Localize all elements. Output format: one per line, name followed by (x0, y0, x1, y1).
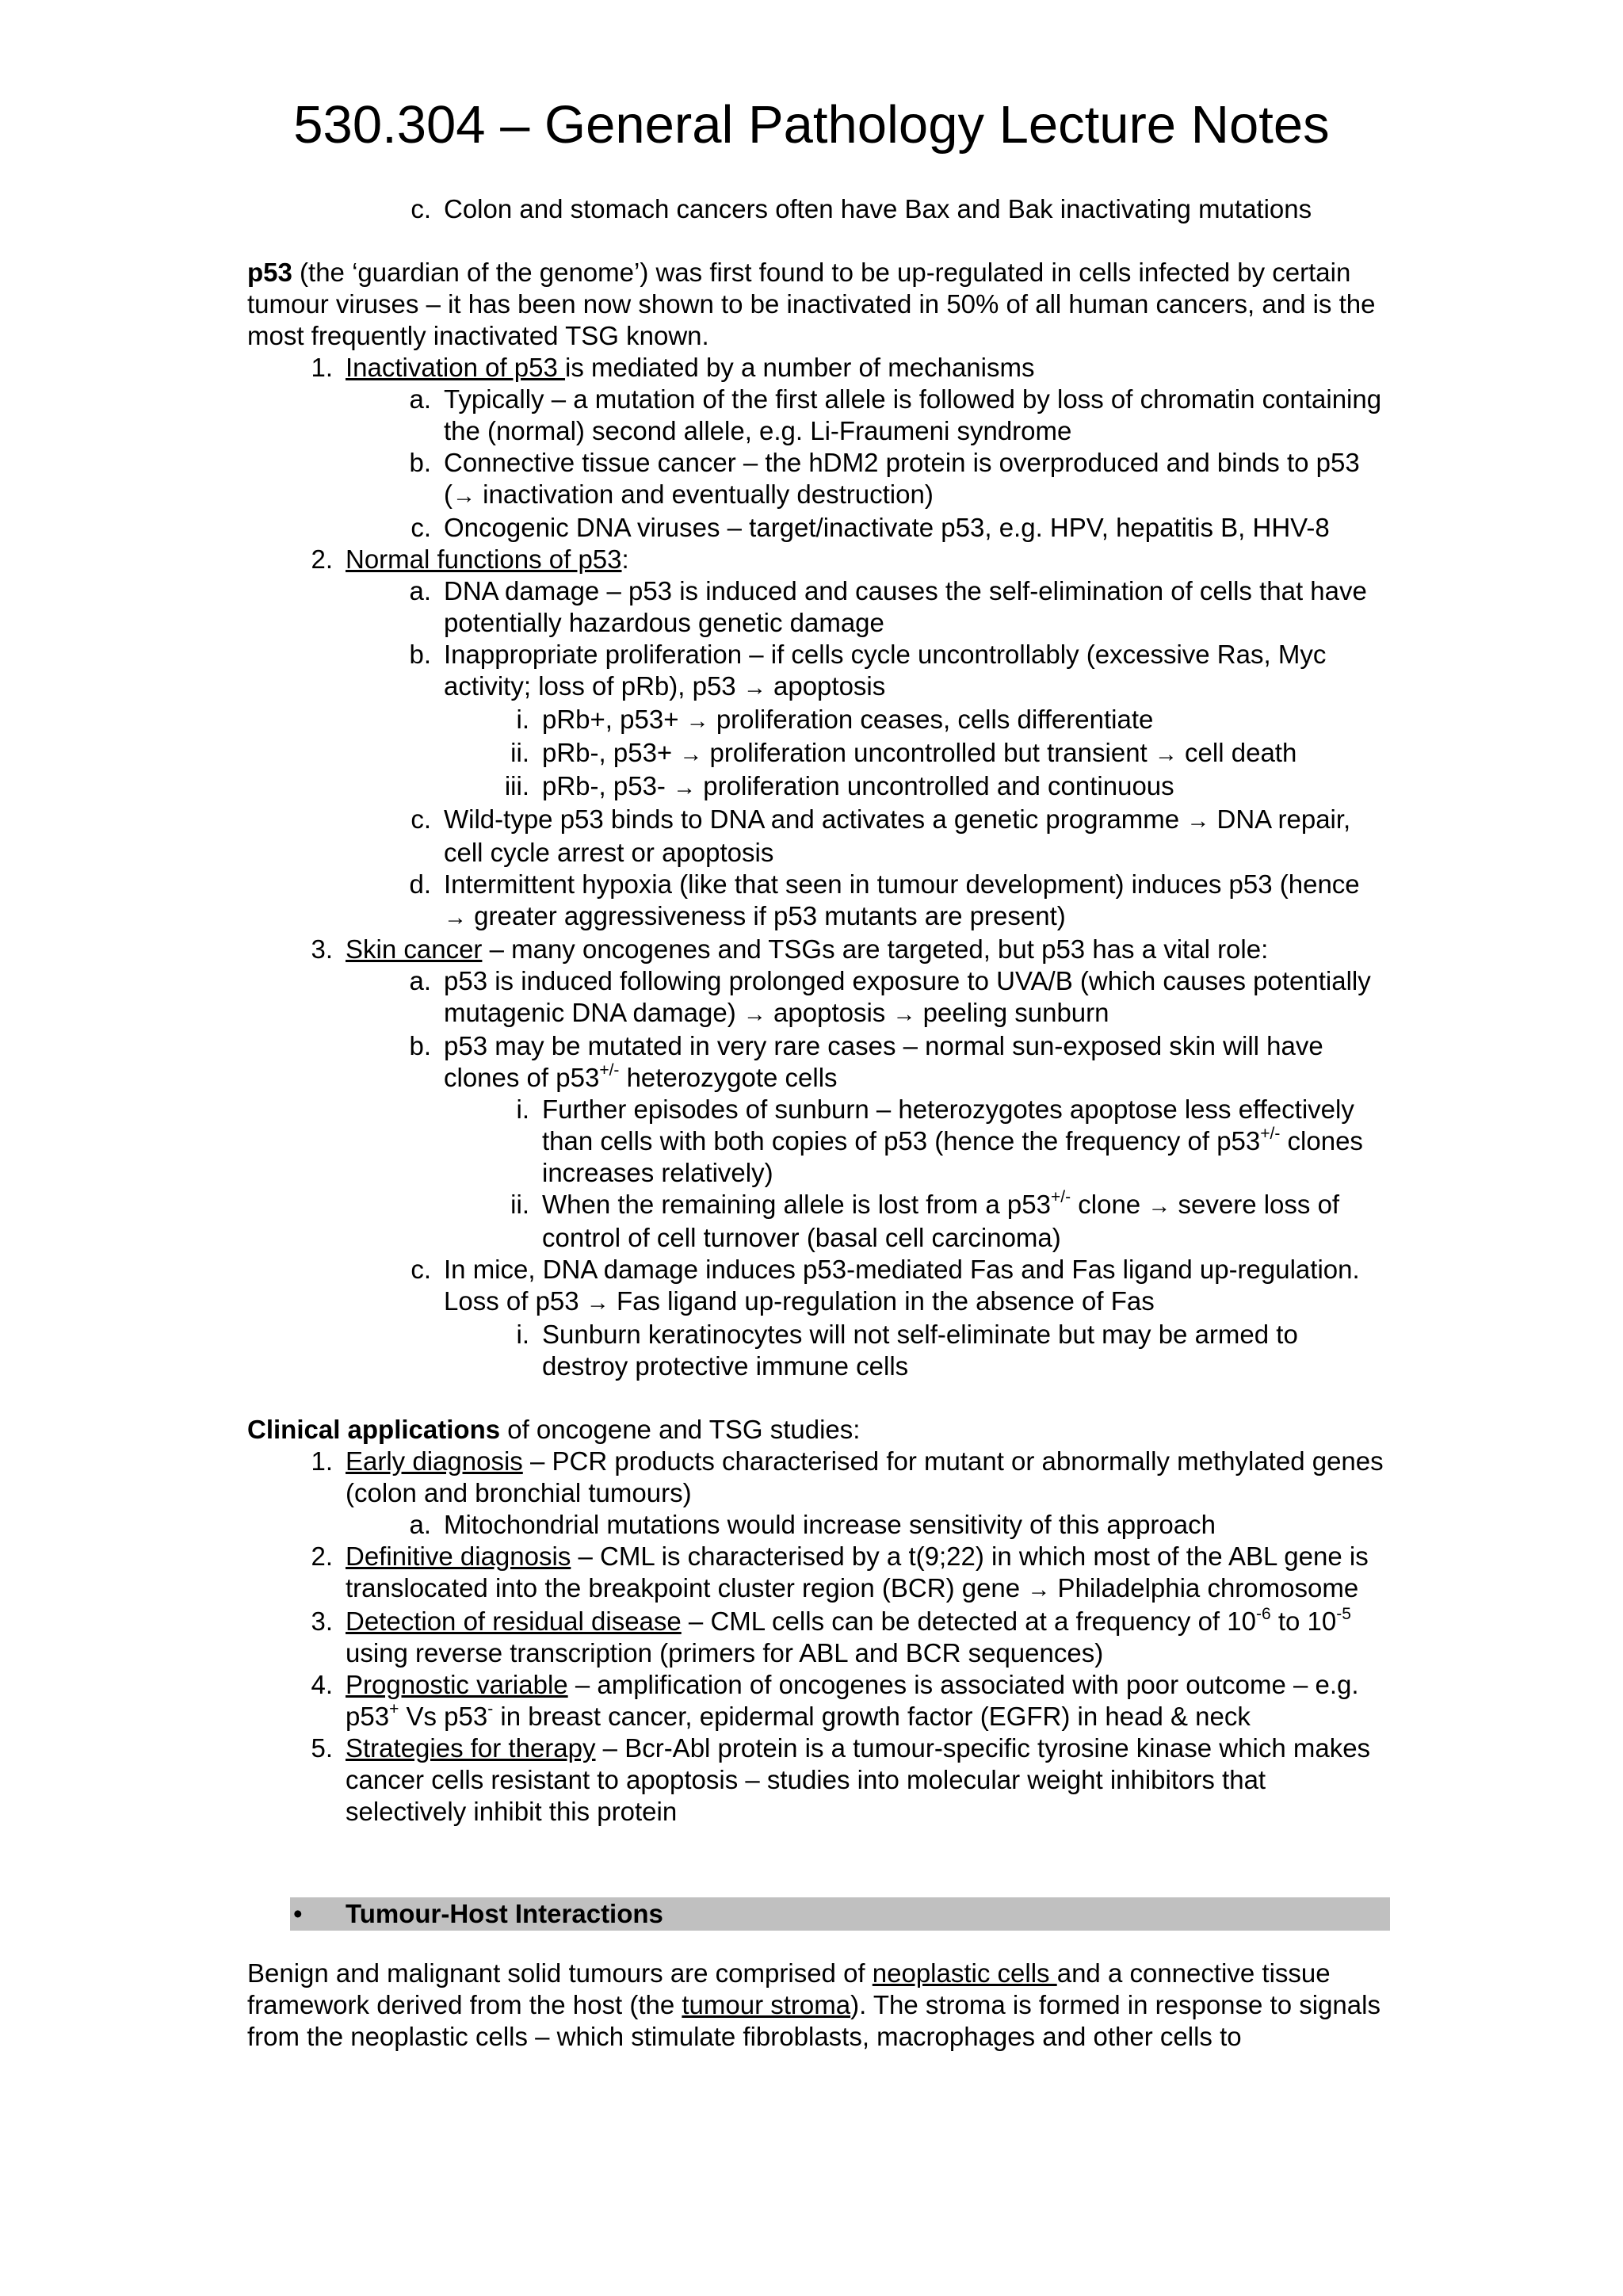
list-item-text: – CML cells can be detected at a frequency of 10 (681, 1606, 1256, 1636)
sub-item-text: Mitochondrial mutations would increase sensitivity of this approach (444, 1510, 1216, 1539)
list-marker: 5. (311, 1733, 333, 1763)
arrow-icon: → (679, 742, 703, 767)
list-marker: ii. (510, 738, 529, 767)
list-item-text: using reverse transcription (primers for ABL and BCR sequences) (346, 1638, 1104, 1668)
list-item-text: Vs p53 (399, 1702, 488, 1731)
underlined-term: neoplastic cells (872, 1958, 1057, 1988)
sub-sub-item (247, 1094, 1388, 1189)
bullet-icon: • (293, 1899, 303, 1928)
arrow-icon: → (743, 1002, 766, 1027)
sub-item-text: severe loss of control of cell turnover (basal cell carcinoma) (542, 1190, 1340, 1252)
list-marker: 2. (311, 544, 333, 574)
superscript: +/- (1260, 1125, 1281, 1143)
sub-sub-item (247, 737, 1388, 770)
arrow-icon: → (1148, 1194, 1171, 1219)
sub-item-text: p53 is induced following prolonged exposure to UVA/B (which causes potentially mutagenic DNA damage) (444, 966, 1371, 1027)
sub-sub-item (247, 1189, 1388, 1254)
paragraph-text: and a connective tissue framework derived from the host (the (247, 1958, 1331, 2019)
arrow-icon: → (673, 775, 697, 800)
superscript: + (389, 1700, 399, 1718)
sub-item (247, 1509, 1388, 1541)
list-heading: Normal functions of p53 (346, 544, 622, 574)
list-marker: 2. (311, 1541, 333, 1571)
sub-item-text: pRb-, p53+ (542, 738, 680, 767)
sub-sub-item (247, 1319, 1388, 1382)
arrow-icon: → (453, 483, 475, 509)
p53-intro-paragraph (247, 257, 1388, 352)
p53-term: p53 (247, 258, 292, 287)
list-heading: Skin cancer (346, 934, 483, 964)
list-item-text: – many oncogenes and TSGs are targeted, but p53 has a vital role: (482, 934, 1269, 964)
sub-item (247, 869, 1388, 934)
list-marker: c. (411, 804, 431, 834)
list-heading: Inactivation of p53 (346, 353, 566, 382)
list-item-text: – PCR products characterised for mutant or abnormally methylated genes (colon and bronchial tumours) (346, 1446, 1384, 1507)
sub-item-text: pRb-, p53- (542, 771, 674, 800)
list-item-text: Colon and stomach cancers often have Bax and Bak inactivating mutations (444, 194, 1312, 223)
list-marker: i. (516, 705, 529, 734)
list-item-text: in breast cancer, epidermal growth factor (EGFR) in head & neck (493, 1702, 1251, 1731)
sub-sub-item (247, 704, 1388, 737)
sub-item-text: DNA damage – p53 is induced and causes the self-elimination of cells that have potentially hazardous genetic damage (444, 576, 1367, 637)
arrow-icon: → (1154, 742, 1178, 767)
sub-item (247, 447, 1388, 512)
arrow-icon: → (1027, 1577, 1051, 1603)
list-heading: Prognostic variable (346, 1670, 568, 1699)
sub-item-text: Wild-type p53 binds to DNA and activates a genetic programme (444, 804, 1187, 834)
superscript: +/- (599, 1061, 620, 1079)
sub-item-text: Intermittent hypoxia (like that seen in tumour development) induces p53 (hence (444, 869, 1360, 899)
list-marker: 4. (311, 1670, 333, 1699)
paragraph-text: ). The stroma is formed in response to signals from the neoplastic cells – which stimulate fibroblasts, macrophages and other cells to (247, 1990, 1381, 2051)
list-item-text: – amplification of oncogenes is associated with poor outcome – e.g. p53 (346, 1670, 1359, 1731)
superscript: +/- (1051, 1188, 1071, 1206)
arrow-icon: → (444, 905, 467, 930)
sub-item-text: Further episodes of sunburn – heterozygotes apoptose less effectively than cells with both copies of p53 (hence the frequency of p53 (542, 1095, 1354, 1156)
sub-item-text: proliferation uncontrolled but transient (702, 738, 1155, 767)
list-marker: b. (409, 640, 431, 669)
sub-item-text: pRb+, p53+ (542, 705, 686, 734)
sub-item-text: heterozygote cells (619, 1063, 838, 1092)
list-marker: b. (409, 1031, 431, 1060)
list-item (247, 193, 1388, 225)
list-marker: ii. (510, 1190, 529, 1219)
list-item (247, 1606, 1388, 1669)
sub-item-text: proliferation ceases, cells differentiate (708, 705, 1154, 734)
sub-item-text: apoptosis (766, 671, 886, 701)
arrow-icon: → (892, 1002, 916, 1027)
list-marker: 3. (311, 1606, 333, 1636)
sub-item-text: DNA repair, cell cycle arrest or apoptosis (444, 804, 1351, 867)
sub-item-text: Fas ligand up-regulation in the absence of Fas (609, 1286, 1155, 1316)
sub-item (247, 804, 1388, 869)
sub-item-text: proliferation uncontrolled and continuous (696, 771, 1174, 800)
list-item (247, 352, 1388, 384)
sub-item-text: When the remaining allele is lost from a p53 (542, 1190, 1051, 1219)
sub-item-text: inactivation and eventually destruction) (475, 479, 934, 509)
page-title: 530.304 – General Pathology Lecture Notes (293, 95, 1330, 155)
list-item-text: : (621, 544, 629, 574)
list-item (247, 1733, 1388, 1828)
list-item (247, 1446, 1388, 1509)
section-heading: Tumour-Host Interactions (346, 1899, 663, 1928)
sub-item-text: p53 may be mutated in very rare cases – normal sun-exposed skin will have clones of p53 (444, 1031, 1323, 1092)
sub-item-text: cell death (1177, 738, 1297, 767)
notes-body (247, 193, 1388, 1828)
p53-intro-text: (the ‘guardian of the genome’) was first found to be up-regulated in cells infected by certain tumour viruses – it has been now shown to be inactivated in 50% of all human cancers, and is the most frequently inactivated TSG known. (247, 258, 1376, 350)
list-marker: i. (516, 1095, 529, 1124)
superscript: -5 (1336, 1605, 1351, 1623)
list-heading: Definitive diagnosis (346, 1541, 571, 1571)
sub-item-text: In mice, DNA damage induces p53-mediated Fas and Fas ligand up-regulation. Loss of p53 (444, 1255, 1360, 1316)
list-marker: c. (411, 513, 431, 542)
sub-item-text: Connective tissue cancer – the hDM2 protein is overproduced and binds to p53 ( (444, 448, 1360, 509)
arrow-icon: → (743, 675, 766, 701)
list-heading: Strategies for therapy (346, 1733, 596, 1763)
list-item-text: – CML is characterised by a t(9;22) in which most of the ABL gene is translocated into the breakpoint cluster region (BCR) gene (346, 1541, 1369, 1603)
sub-item-text: Typically – a mutation of the first allele is followed by loss of chromatin containing the (normal) second allele, e.g. Li-Fraumeni syndrome (444, 384, 1382, 445)
list-marker: iii. (504, 771, 529, 800)
sub-item-text: clone (1071, 1190, 1148, 1219)
sub-sub-item (247, 770, 1388, 804)
list-marker: d. (409, 869, 431, 899)
sub-item (247, 512, 1388, 544)
list-marker: a. (409, 1510, 431, 1539)
list-marker: a. (409, 576, 431, 606)
list-marker: b. (409, 448, 431, 477)
arrow-icon: → (586, 1290, 609, 1316)
list-marker: c. (411, 1255, 431, 1284)
sub-item (247, 1254, 1388, 1319)
list-item-text: – Bcr-Abl protein is a tumour-specific tyrosine kinase which makes cancer cells resistant to apoptosis – studies into molecular weight inhibitors that selectively inhibit this protein (346, 1733, 1371, 1826)
sub-item-text: Sunburn keratinocytes will not self-eliminate but may be armed to destroy protective immune cells (542, 1320, 1298, 1381)
clinical-intro-text: of oncogene and TSG studies: (500, 1415, 861, 1444)
list-item (247, 934, 1388, 965)
list-item (247, 1541, 1388, 1606)
clinical-term: Clinical applications (247, 1415, 501, 1444)
list-heading: Detection of residual disease (346, 1606, 682, 1636)
sub-item-text: Inappropriate proliferation – if cells cycle uncontrollably (excessive Ras, Myc activity; loss of pRb), p53 (444, 640, 1327, 701)
sub-item (247, 575, 1388, 639)
list-item-text: Philadelphia chromosome (1050, 1573, 1359, 1603)
list-item-text: is mediated by a number of mechanisms (565, 353, 1035, 382)
tumour-host-paragraph (247, 1958, 1388, 2053)
underlined-term: tumour stroma (682, 1990, 851, 2019)
section-heading-bar (290, 1897, 1390, 1931)
list-marker: i. (516, 1320, 529, 1349)
superscript: -6 (1255, 1605, 1271, 1623)
arrow-icon: → (1186, 808, 1210, 834)
list-marker: a. (409, 384, 431, 414)
sub-item (247, 639, 1388, 704)
list-item (247, 1669, 1388, 1733)
list-marker: 3. (311, 934, 333, 964)
superscript: - (487, 1700, 494, 1718)
arrow-icon: → (685, 709, 709, 734)
list-marker: a. (409, 966, 431, 995)
sub-item (247, 1030, 1388, 1094)
list-item (247, 544, 1388, 575)
paragraph-text: Benign and malignant solid tumours are comprised of (247, 1958, 873, 1988)
list-marker: 1. (311, 353, 333, 382)
list-heading: Early diagnosis (346, 1446, 523, 1476)
sub-item (247, 965, 1388, 1030)
sub-item-text: Oncogenic DNA viruses – target/inactivate p53, e.g. HPV, hepatitis B, HHV-8 (444, 513, 1330, 542)
list-marker: 1. (311, 1446, 333, 1476)
sub-item (247, 384, 1388, 447)
sub-item-text: peeling sunburn (915, 998, 1109, 1027)
list-item-text: to 10 (1270, 1606, 1337, 1636)
sub-item-text: apoptosis (766, 998, 893, 1027)
sub-item-text: clones increases relatively) (542, 1126, 1363, 1187)
sub-item-text: greater aggressiveness if p53 mutants are present) (467, 901, 1066, 930)
list-marker: c. (411, 194, 431, 223)
clinical-intro (247, 1414, 1388, 1446)
